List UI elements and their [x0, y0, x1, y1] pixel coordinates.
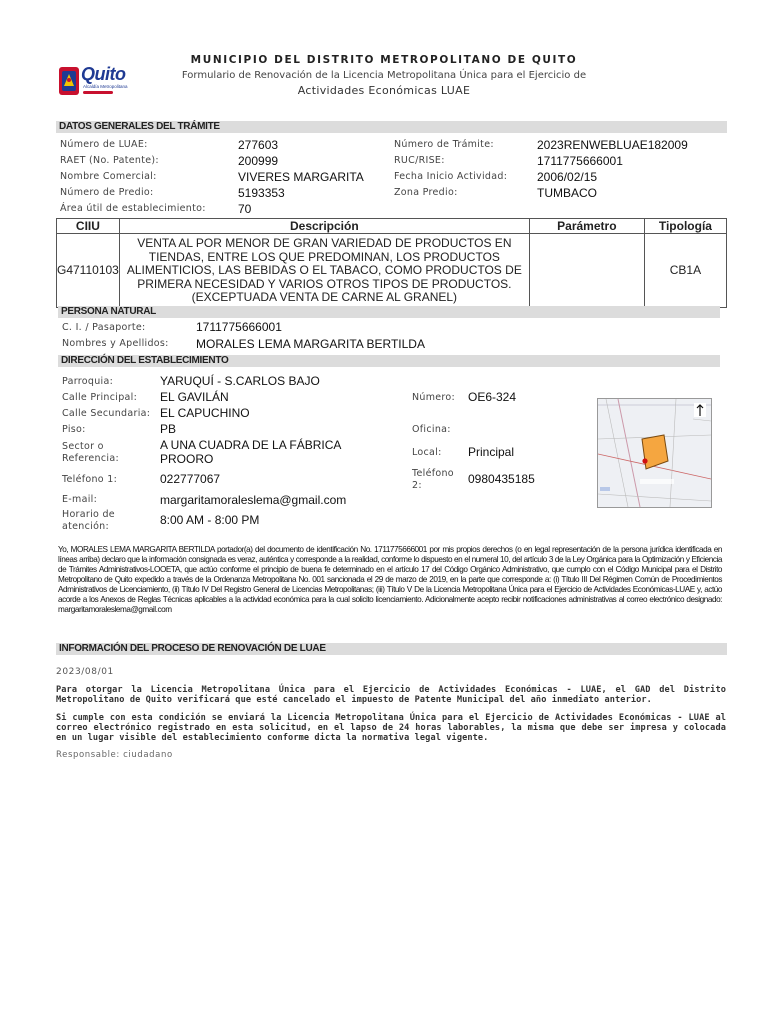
oficina-label: Oficina: [412, 424, 451, 435]
calle-principal-value: EL GAVILÁN [160, 390, 229, 404]
raet-value: 200999 [238, 154, 279, 168]
horario-label-line2: atención: [62, 521, 110, 532]
email-value: margaritamoraleslema@gmail.com [160, 493, 347, 507]
table-row [57, 234, 727, 308]
nombre-comercial-value: VIVERES MARGARITA [238, 170, 364, 184]
ruc-label: RUC/RISE: [394, 155, 445, 166]
numero-label: Número: [412, 392, 456, 403]
calle-principal-label: Calle Principal: [62, 392, 138, 403]
tipologia-header: Tipología [644, 219, 726, 234]
form-subtitle-line2: Actividades Económicas LUAE [297, 84, 471, 97]
luae-label: Número de LUAE: [60, 139, 148, 150]
sector-value-line1: A UNA CUADRA DE LA FÁBRICA [160, 438, 342, 452]
section-persona-natural: PERSONA NATURAL [58, 306, 720, 318]
zona-predio-value: TUMBACO [537, 186, 597, 200]
horario-label-line1: Horario de [62, 509, 115, 520]
parroquia-label: Parroquia: [62, 376, 114, 387]
sector-label-line1: Sector o [62, 441, 104, 452]
predio-value: 5193353 [238, 186, 285, 200]
ciiu-header: CIIU [57, 219, 120, 234]
zona-predio-label: Zona Predio: [394, 187, 458, 198]
location-map [597, 398, 712, 508]
ciiu-code: G47110103 [57, 234, 120, 308]
tramite-label: Número de Trámite: [394, 139, 494, 150]
piso-label: Piso: [62, 424, 86, 435]
raet-label: RAET (No. Patente): [60, 155, 159, 166]
section-datos-generales: DATOS GENERALES DEL TRÁMITE [56, 121, 727, 133]
descripcion-header: Descripción [119, 219, 529, 234]
form-subtitle-line1: Formulario de Renovación de la Licencia Metropolitana Única para el Ejercicio de [181, 70, 587, 81]
logo-subtext: Alcaldía Metropolitana [83, 84, 128, 89]
area-value: 70 [238, 202, 252, 216]
telefono2-label-line1: Teléfono [412, 468, 454, 479]
parametro-value [529, 234, 644, 308]
parroquia-value: YARUQUÍ - S.CARLOS BAJO [160, 374, 320, 388]
info-paragraph-2: Si cumple con esta condición se enviará la Licencia Metropolitana Única para el Ejercicio de Actividades Económicas - LUAE al correo electrónico registrado en esta solicitud, en el lapso de 24 horas laborables, la misma que debe ser impresa y colocada en un lugar visible del establecimiento conforme dicta la normativa legal vigente. [56, 713, 726, 743]
declaration-text: Yo, MORALES LEMA MARGARITA BERTILDA portador(a) del documento de identificación No. 1711775666001 por mis propios derechos (o en legal representación de la persona jurídica identificada en líneas arriba) declaro que la información consignada es veraz, auténtica y corresponde a la realidad, conforme lo dispuesto en el numeral 10, del artículo 3 de la Ley Orgánica para la Optimización y Eficiencia de Trámites Administrativos-LOOETA, que actúo conforme el principio de buena fe determinado en el artículo 17 del Código Orgánico Administrativo, que cumplo con el Código Municipal para el Distrito Metropolitano de Quito expedido a través de la Ordenanza Metropolitana No. 001 sancionada el 29 de marzo de 2019, en la parte que corresponde a: (i) Título III Del Régimen Común de Procedimientos Administrativos de Licenciamiento, (ii) Título IV Del Registro General de Licencias Metropolitanas; (iii) Título V De la Licencia Metropolitana Única para el Ejercicio de Actividades Económicas-LUAE y, actúo acorde a los Anexos de Reglas Técnicas aplicables a la actividad económica para la cual solicito licenciamiento. Adicionalmente acepto recibir notificaciones administrativas al correo electrónico designado: margaritamoraleslema@gmail.com [58, 545, 722, 614]
logo-wordmark: Quito [81, 64, 126, 84]
map-image [598, 399, 711, 507]
local-label: Local: [412, 447, 442, 458]
calle-secundaria-value: EL CAPUCHINO [160, 406, 250, 420]
horario-value: 8:00 AM - 8:00 PM [160, 513, 260, 527]
municipality-title: MUNICIPIO DEL DISTRITO METROPOLITANO DE QUITO [190, 54, 578, 66]
ci-label: C. I. / Pasaporte: [62, 322, 146, 333]
responsable-text: Responsable: ciudadano [56, 750, 173, 760]
telefono2-value: 0980435185 [468, 472, 535, 486]
sector-value-line2: PROORO [160, 452, 214, 466]
area-label: Área útil de establecimiento: [60, 203, 206, 214]
process-date: 2023/08/01 [56, 667, 114, 677]
ciiu-table-header [57, 219, 727, 234]
telefono1-value: 022777067 [160, 472, 221, 486]
piso-value: PB [160, 422, 177, 436]
info-paragraph-1: Para otorgar la Licencia Metropolitana Única para el Ejercicio de Actividades Económicas - LUAE, el GAD del Distrito Metropolitano de Quito verificará que esté cancelado el impuesto de Patente Municipal del año inmediato anterior. [56, 685, 726, 705]
calle-secundaria-label: Calle Secundaria: [62, 408, 151, 419]
fecha-inicio-value: 2006/02/15 [537, 170, 598, 184]
telefono2-label-line2: 2: [412, 480, 422, 491]
tipologia-value: CB1A [644, 234, 726, 308]
activity-description: VENTA AL POR MENOR DE GRAN VARIEDAD DE PRODUCTOS EN TIENDAS, ENTRE LOS QUE PREDOMINAN, LOS PRODUCTOS ALIMENTICIOS, LAS BEBIDAS O EL TABACO, COMO PRODUCTOS DE PRIMERA NECESIDAD Y VARIOS OTROS TIPOS DE PRODUCTOS. (EXCEPTUADA VENTA DE CARNE AL GRANEL) [119, 234, 529, 308]
numero-value: OE6-324 [468, 390, 517, 404]
section-informacion-renovacion: INFORMACIÓN DEL PROCESO DE RENOVACIÓN DE LUAE [56, 643, 727, 655]
ci-value: 1711775666001 [196, 320, 282, 334]
email-label: E-mail: [62, 494, 98, 505]
luae-value: 277603 [238, 138, 279, 152]
section-direccion: DIRECCIÓN DEL ESTABLECIMIENTO [58, 355, 720, 367]
ciiu-table [56, 218, 727, 308]
ruc-value: 1711775666001 [537, 154, 623, 168]
fecha-inicio-label: Fecha Inicio Actividad: [394, 171, 508, 182]
tramite-value: 2023RENWEBLUAE182009 [537, 138, 688, 152]
telefono1-label: Teléfono 1: [62, 474, 118, 485]
parametro-header: Parámetro [529, 219, 644, 234]
nombres-label: Nombres y Apellidos: [62, 338, 169, 349]
sector-label-line2: Referencia: [62, 453, 119, 464]
nombre-comercial-label: Nombre Comercial: [60, 171, 157, 182]
nombres-value: MORALES LEMA MARGARITA BERTILDA [196, 337, 425, 351]
predio-label: Número de Predio: [60, 187, 154, 198]
local-value: Principal [468, 445, 515, 459]
